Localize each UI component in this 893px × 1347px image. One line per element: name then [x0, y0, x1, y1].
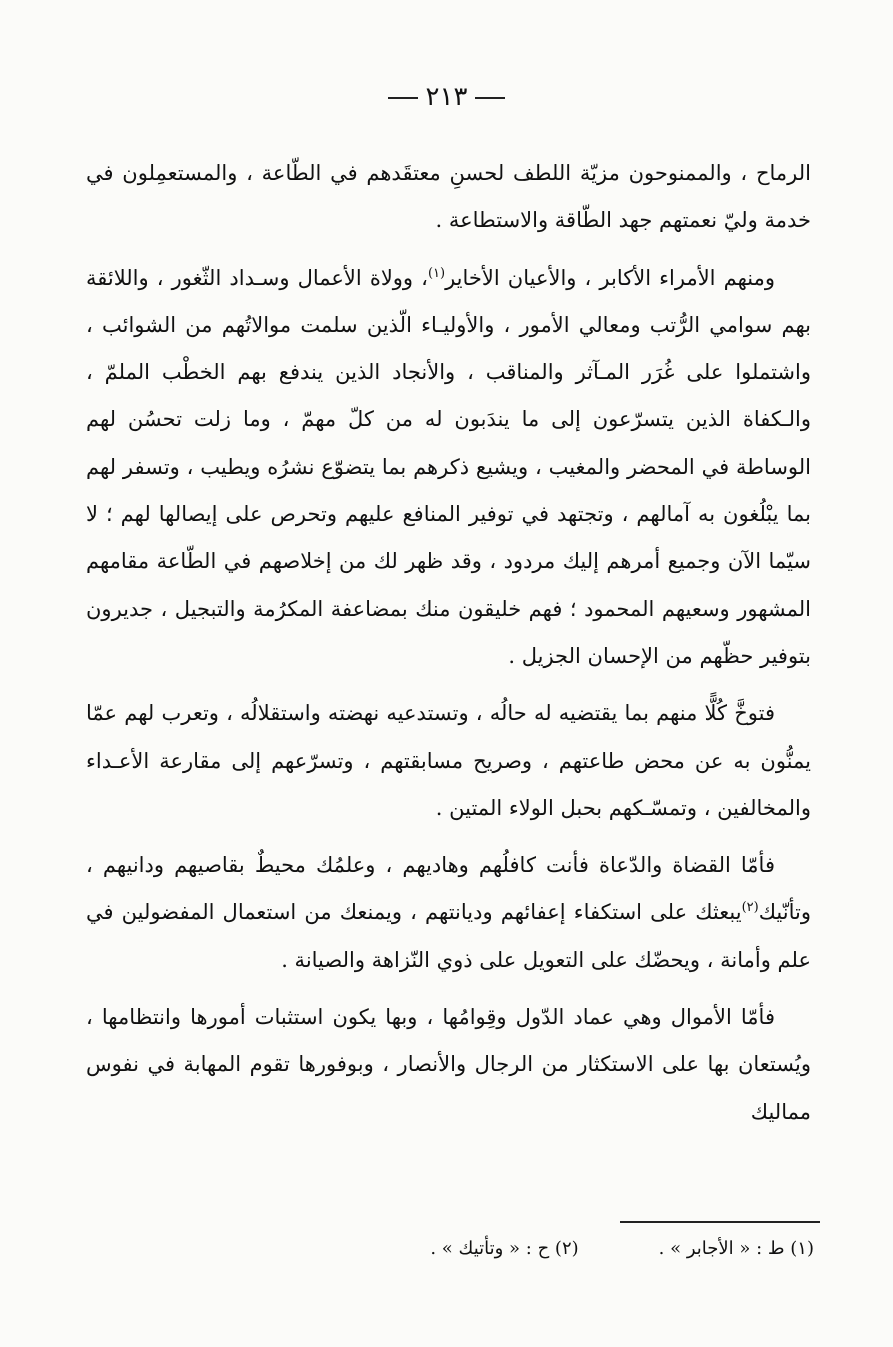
- paragraph-finances: فأمّا الأموال وهي عماد الدّول وقِوامُها ، وبها يكون استثبات أمورها وانتظامها ، ويُستعان بها على الاستكثار من الرجال والأنصار ، وبوفورها تقوم المهابة في نفوس مماليك: [86, 1005, 811, 1124]
- paragraph-judges: [86, 842, 811, 984]
- page-number-dash-left: [388, 97, 418, 99]
- paragraph-emirs-start: ومنهم الأمراء الأكابر ، والأعيان الأخاير: [445, 265, 775, 290]
- footnote-ref-2: (٢): [741, 900, 759, 916]
- page-number: [0, 82, 893, 112]
- paragraph-emirs-rest: ، وولاة الأعمال وسـداد الثّغور ، واللائقة بهم سوامي الرُّتب ومعالي الأمور ، والأوليـاء الّذين سلمت موالاتُهم من الشوائب ، واشتملوا على غُرَر المـآثر والمناقب ، والأنجاد الذين يندفع بهم الخطْب الملمّ ، والـكفاة الذين يتسرّعون إلى ما يندَبون له من كلّ مهمّ ، وما زلت تحسُن لهم الوساطة في المحضر والمغيب ، ويشيع ذكرهم بما يتضوّع نشرُه ويطيب ، وتسفر لهم بما يبْلُغون به آمالهم ، وتجتهد في توفير المنافع عليهم وتحرص على إيصالها لهم ؛ لا سيّما الآن وجميع أمرهم إليك مردود ، وقد ظهر لك من إخلاصهم في الطّاعة مقامهم المشهور وسعيهم المحمود ؛ فهم خليقون منك بمضاعفة المكرُمة والتبجيل ، جديرون بتوفير حظّهم من الإحسان الجزيل .: [86, 265, 811, 668]
- page-number-text: ٢١٣: [425, 82, 468, 112]
- paragraph-judges-rest: يبعثك على استكفاء إعفائهم وديانتهم ، ويمنعك من استعمال المفضولين في علم وأمانة ، ويحضّك على التعويل على ذوي النّزاهة والصيانة .: [86, 900, 811, 972]
- paragraph-emirs: [86, 255, 811, 681]
- footnote-divider: [620, 1221, 820, 1223]
- footnote-ref-1: (١): [427, 265, 446, 281]
- footnotes: [300, 1238, 814, 1259]
- footnote-2: (٢) ح : « وتأتيك » .: [430, 1238, 579, 1259]
- paragraph-continuation: الرماح ، والممنوحون مزيّة اللطف لحسنِ معتقَدهم في الطّاعة ، والمستعمِلون في خدمة وليّ نعمتهم جهد الطّاقة والاستطاعة .: [86, 161, 811, 233]
- paragraph-treatment: فتوخَّ كُلًّا منهم بما يقتضيه له حالُه ، وتستدعيه نهضته واستقلالُه ، وتعرب لهم عمّا يمنُّون به عن محض طاعتهم ، وصريح مسابقتهم ، وتسرّعهم إلى مقارعة الأعـداء والمخالفين ، وتمسّـكهم بحبل الولاء المتين .: [86, 701, 811, 820]
- page-number-dash-right: [475, 97, 505, 99]
- paragraph-judges-start: فأمّا القضاة والدّعاة فأنت كافلُهم وهاديهم ، وعلمُك محيطٌ بقاصيهم ودانيهم ، وتأنّيك: [86, 853, 811, 925]
- body-text: [86, 150, 811, 1146]
- footnote-1: (١) ط : « الأجابر » .: [658, 1238, 814, 1259]
